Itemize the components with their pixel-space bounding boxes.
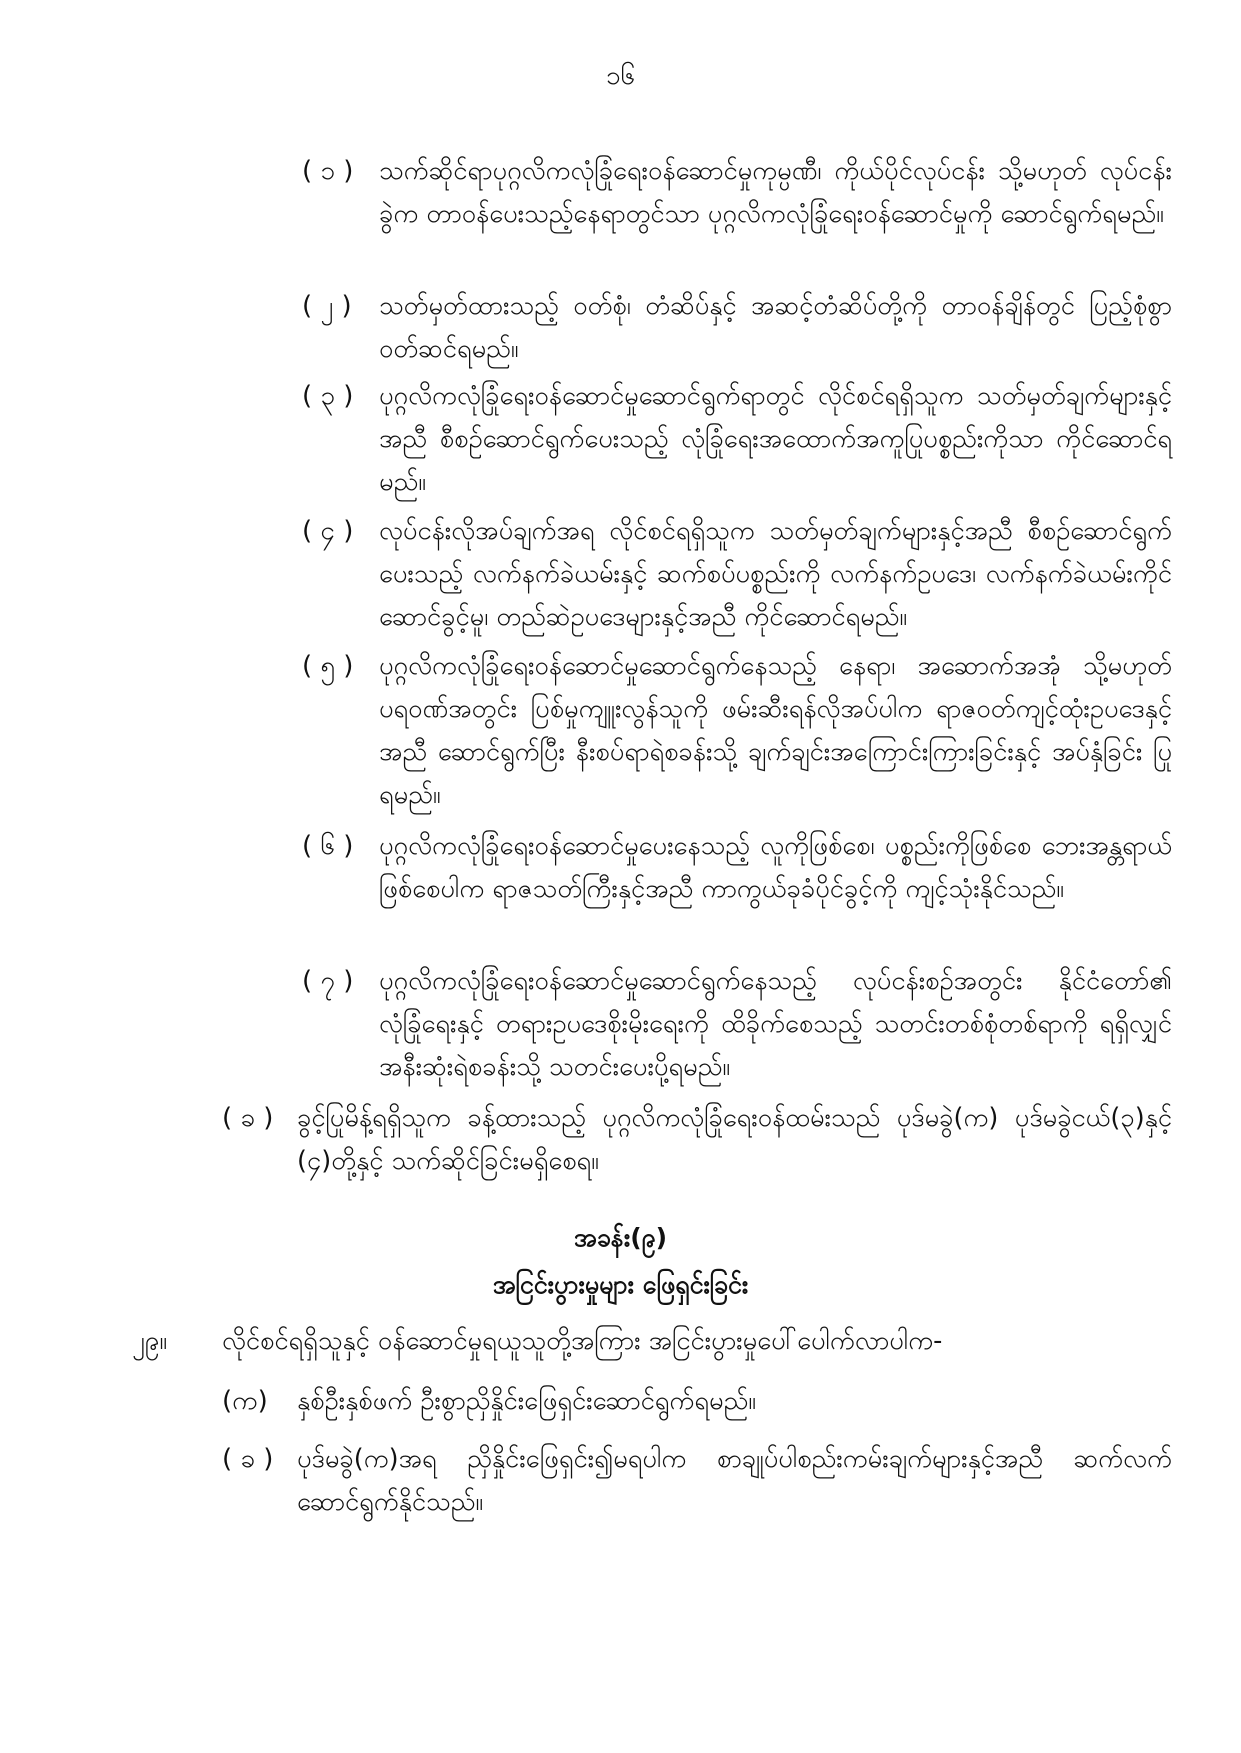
sub-item-text: ပုဂ္ဂလိကလုံခြုံရေးဝန်ဆောင်မှုပေးနေသည့် လူကိုဖြစ်စေ၊ ပစ္စည်းကိုဖြစ်စေ ဘေးအန္တရာယ်ဖြစ်စေပါက ရာဇသတ်ကြီးနှင့်အညီ ကာကွယ်ခုခံပိုင်ခွင့်ကို ကျင့်သုံးနိုင်သည်။ bbox=[379, 831, 1172, 904]
sub-item-number: ( ၅ ) bbox=[302, 651, 354, 681]
chapter-title: အငြင်းပွားမှုများ ဖြေရှင်းခြင်း bbox=[492, 1270, 749, 1299]
section-text: လိုင်စင်ရရှိသူနှင့် ဝန်ဆောင်မှုရယူသူတို့အကြား အငြင်းပွားမှုပေါ်ပေါက်လာပါက- bbox=[222, 1326, 943, 1356]
sub-item-text: သတ်မှတ်ထားသည့် ဝတ်စုံ၊ တံဆိပ်နှင့် အဆင့်တံဆိပ်တို့ကို တာဝန်ချိန်တွင် ပြည့်စုံစွာဝတ်ဆင်ရမည်။ bbox=[379, 291, 1172, 364]
sub-item-number: ( ၆ ) bbox=[302, 831, 354, 861]
sub-item-number: ( ၁ ) bbox=[302, 156, 354, 186]
sub-item-2 bbox=[302, 285, 1172, 371]
sub-item-text: ပုဂ္ဂလိကလုံခြုံရေးဝန်ဆောင်မှုဆောင်ရွက်ရာတွင် လိုင်စင်ရရှိသူက သတ်မှတ်ချက်များနှင့်အညီ စီစဉ်ဆောင်ရွက်ပေးသည့် လုံခြုံရေးအထောက်အကူပြုပစ္စည်းကိုသာ ကိုင်ဆောင်ရမည်။ bbox=[379, 381, 1172, 497]
sub-item-text: လုပ်ငန်းလိုအပ်ချက်အရ လိုင်စင်ရရှိသူက သတ်မှတ်ချက်များနှင့်အညီ စီစဉ်ဆောင်ရွက်ပေးသည့် လက်နက်ခဲယမ်းနှင့် ဆက်စပ်ပစ္စည်းကို လက်နက်ဥပဒေ၊ လက်နက်ခဲယမ်းကိုင်ဆောင်ခွင့်မူ၊ တည်ဆဲဥပဒေများနှင့်အညီ ကိုင်ဆောင်ရမည်။ bbox=[379, 516, 1172, 632]
sub-item-number: ( ၂ ) bbox=[302, 291, 352, 321]
sub-item-number: ( ၇ ) bbox=[302, 966, 354, 996]
section-29 bbox=[132, 1320, 1172, 1363]
sub-item-3 bbox=[302, 375, 1172, 504]
section-29-item-ka bbox=[222, 1380, 1172, 1423]
item-text: ခွင့်ပြုမိန့်ရရှိသူက ခန့်ထားသည့် ပုဂ္ဂလိကလုံခြုံရေးဝန်ထမ်းသည် ပုဒ်မခွဲ(က) ပုဒ်မခွဲငယ်(၃)နှင့် (၄)တို့နှင့် သက်ဆိုင်ခြင်းမရှိစေရ။ bbox=[297, 1103, 1172, 1176]
sub-item-6 bbox=[302, 825, 1172, 911]
sub-item-text: သက်ဆိုင်ရာပုဂ္ဂလိကလုံခြုံရေးဝန်ဆောင်မှုကုမ္ပဏီ၊ ကိုယ်ပိုင်လုပ်ငန်း သို့မဟုတ် လုပ်ငန်းခွဲက တာဝန်ပေးသည့်နေရာတွင်သာ ပုဂ္ဂလိကလုံခြုံရေးဝန်ဆောင်မှုကို ဆောင်ရွက်ရမည်။ bbox=[379, 156, 1172, 229]
item-text: နှစ်ဦးနှစ်ဖက် ဦးစွာညှိနှိုင်းဖြေရှင်းဆောင်ရွက်ရမည်။ bbox=[297, 1386, 756, 1416]
item-number: ( ခ ) bbox=[222, 1103, 274, 1133]
sub-item-number: ( ၃ ) bbox=[302, 381, 354, 411]
item-number: ( ခ ) bbox=[222, 1444, 274, 1474]
item-kha bbox=[222, 1097, 1172, 1183]
sub-item-5 bbox=[302, 645, 1172, 817]
item-text: ပုဒ်မခွဲ(က)အရ ညှိနှိုင်းဖြေရှင်း၍မရပါက စာချုပ်ပါစည်းကမ်းချက်များနှင့်အညီ ဆက်လက်ဆောင်ရွက်နိုင်သည်။ bbox=[297, 1444, 1172, 1517]
section-number: ၂၉။ bbox=[132, 1326, 168, 1356]
sub-item-text: ပုဂ္ဂလိကလုံခြုံရေးဝန်ဆောင်မှုဆောင်ရွက်နေသည့် လုပ်ငန်းစဉ်အတွင်း နိုင်ငံတော်၏ လုံခြုံရေးနှင့် တရားဥပဒေစိုးမိုးရေးကို ထိခိုက်စေသည့် သတင်းတစ်စုံတစ်ရာကို ရရှိလျှင် အနီးဆုံးရဲစခန်းသို့ သတင်းပေးပို့ရမည်။ bbox=[379, 966, 1172, 1082]
sub-item-text: ပုဂ္ဂလိကလုံခြုံရေးဝန်ဆောင်မှုဆောင်ရွက်နေသည့် နေရာ၊ အဆောက်အအုံ သို့မဟုတ် ပရဝဏ်အတွင်း ပြစ်မှုကျူးလွန်သူကို ဖမ်းဆီးရန်လိုအပ်ပါက ရာဇဝတ်ကျင့်ထုံးဥပဒေနှင့်အညီ ဆောင်ရွက်ပြီး နီးစပ်ရာရဲစခန်းသို့ ချက်ချင်းအကြောင်းကြားခြင်းနှင့် အပ်နှံခြင်း ပြုရမည်။ bbox=[379, 651, 1172, 810]
section-29-item-kha bbox=[222, 1438, 1172, 1524]
sub-item-4 bbox=[302, 510, 1172, 639]
sub-item-1 bbox=[302, 150, 1172, 236]
page-number: ၁၆ bbox=[605, 61, 636, 91]
chapter-number: အခန်း(၉) bbox=[573, 1223, 668, 1252]
item-number: (က) bbox=[222, 1386, 268, 1416]
sub-item-7 bbox=[302, 960, 1172, 1089]
sub-item-number: ( ၄ ) bbox=[302, 516, 354, 546]
